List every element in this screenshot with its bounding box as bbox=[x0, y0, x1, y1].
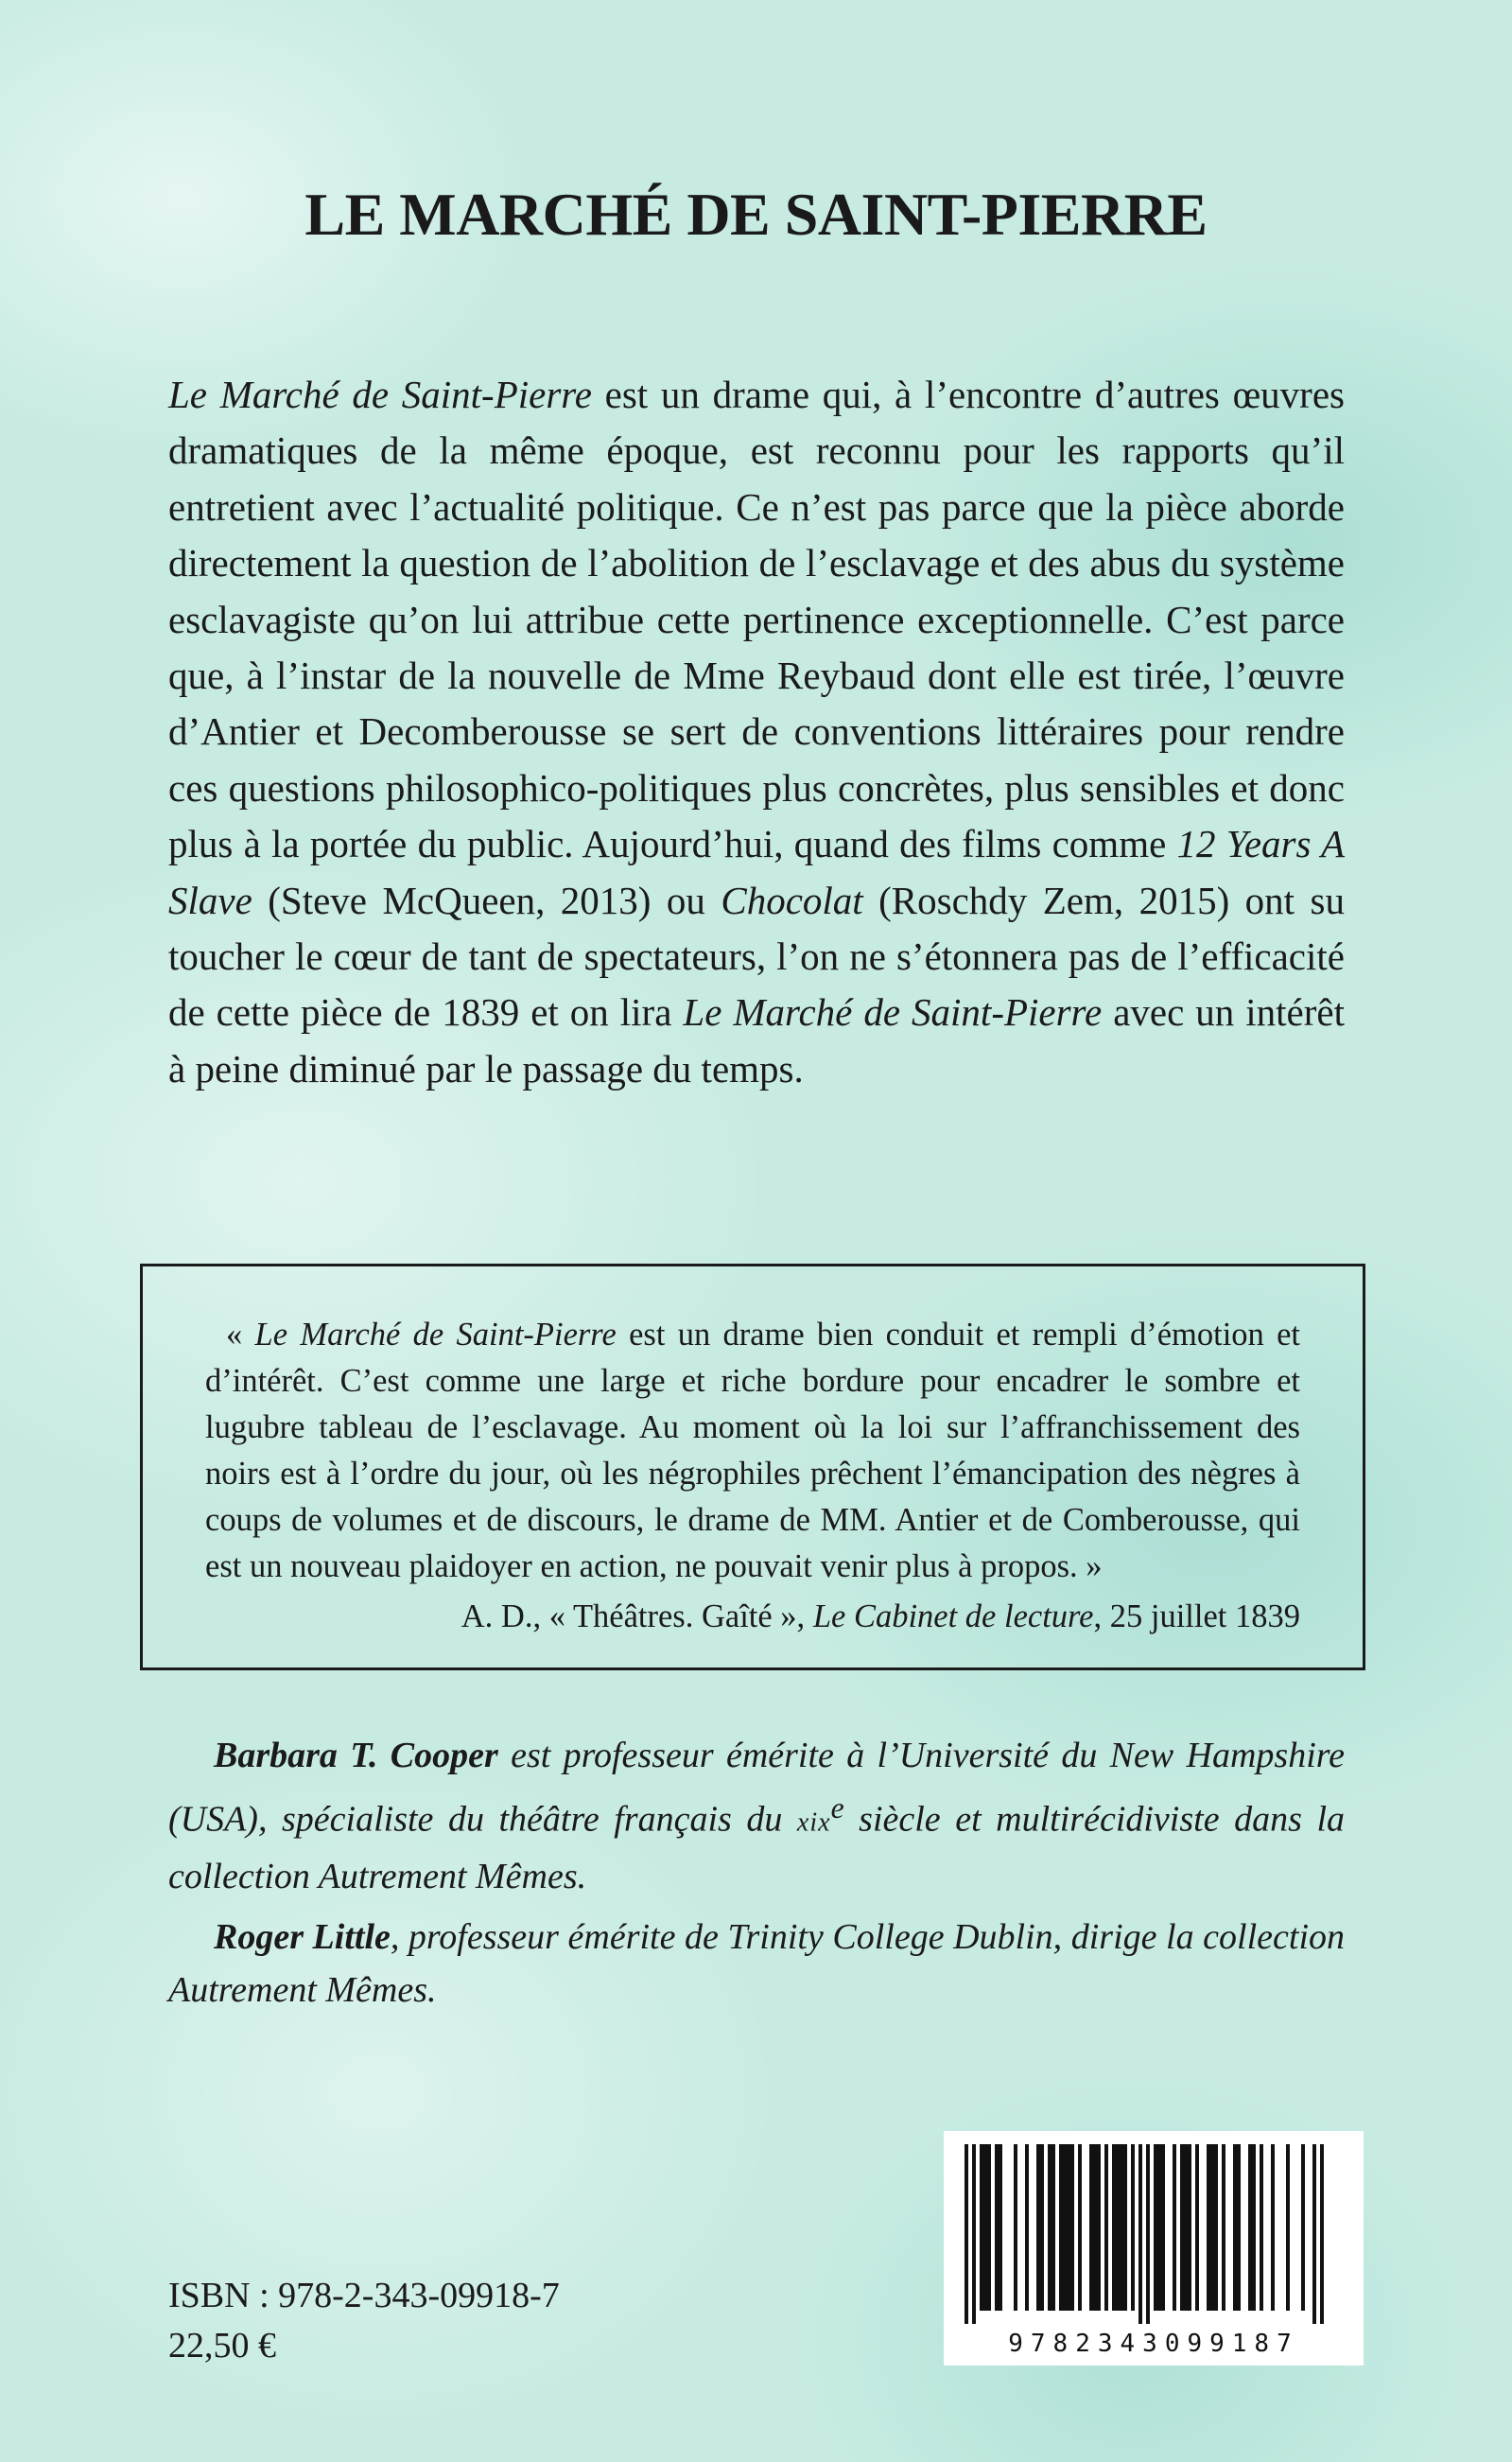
isbn: ISBN : 978-2-343-09918-7 bbox=[168, 2276, 560, 2315]
barcode-bar bbox=[995, 2144, 999, 2311]
barcode-bar bbox=[1093, 2144, 1097, 2311]
bio-cooper-text-b: siècle et multirécidiviste dans la collection Autrement Mêmes. bbox=[168, 1799, 1345, 1896]
quote-body: est un drame bien conduit et rempli d’émotion et d’intérêt. C’est comme une large et riche bordure pour encadrer le sombre et lugubre tableau de l’esclavage. Au moment où la loi sur l’affranchissement des noirs est à l’ordre du jour, où les négrophiles prêchent l’émancipation des nègres à coups de volumes et de discours, le drame de MM. Antier et de Comberousse, qui est un nouveau plaidoyer en action, ne pouvait venir plus à propos. » bbox=[205, 1317, 1300, 1584]
barcode-bar bbox=[1097, 2144, 1101, 2311]
barcode-bar bbox=[1286, 2144, 1290, 2311]
barcode-bar bbox=[1067, 2144, 1070, 2311]
barcode-bar bbox=[1188, 2144, 1191, 2311]
desc-text-a: est un drame qui, à l’encontre d’autres œuvres dramatiques de la même époque, est reconnu pour les rapports qu’il entretient avec l’actualité politique. Ce n’est pas parce que la pièce aborde directement la question de l’abolition de l’esclavage et des abus du système esclavagiste qu’on lui attribue cette pertinence exceptionnelle. C’est parce que, à l’instar de la nouvelle de Mme Reybaud dont elle est tirée, l’œuvre d’Antier et Decomberousse se sert de conventions littéraires pour rendre ces questions philosophico-politiques plus concrètes, plus sensibles et donc plus à la portée du public. Aujourd’hui, quand des films comme bbox=[168, 373, 1345, 866]
barcode-bar bbox=[1104, 2144, 1108, 2311]
author-bio-cooper bbox=[168, 1729, 1345, 1903]
barcode bbox=[944, 2131, 1364, 2366]
barcode-bar bbox=[1051, 2144, 1055, 2311]
desc-text-b: (Steve McQueen, 2013) ou bbox=[252, 878, 721, 922]
review-quote-box bbox=[140, 1264, 1365, 1670]
barcode-bar bbox=[983, 2144, 987, 2311]
barcode-bar bbox=[980, 2144, 983, 2311]
desc-title-italic-2: Le Marché de Saint-Pierre bbox=[683, 990, 1103, 1035]
barcode-bar bbox=[1138, 2144, 1142, 2324]
barcode-bar bbox=[1252, 2144, 1256, 2311]
barcode-bar bbox=[1180, 2144, 1184, 2311]
barcode-bar bbox=[1116, 2144, 1120, 2311]
source-publication: Le Cabinet de lecture bbox=[812, 1598, 1094, 1634]
barcode-bar bbox=[1146, 2144, 1150, 2324]
desc-text-c: (Roschdy Zem, 2015) ont su toucher le cœur de tant de spectateurs, l’on ne s’étonnera pas de l’efficacité de cette pièce de 1839 et on lira bbox=[168, 878, 1345, 1035]
barcode-bar bbox=[1161, 2144, 1165, 2311]
barcode-bar bbox=[987, 2144, 991, 2311]
barcode-bar bbox=[1089, 2144, 1093, 2311]
barcode-bar bbox=[1271, 2144, 1275, 2311]
barcode-bar bbox=[1025, 2144, 1029, 2311]
bio-cooper-name: Barbara T. Cooper bbox=[214, 1736, 498, 1775]
barcode-bar bbox=[1312, 2144, 1316, 2324]
bio-cooper-century: xix bbox=[796, 1807, 831, 1838]
barcode-number: 9782343099187 bbox=[1008, 2330, 1299, 2358]
bio-cooper-text-a: est professeur émérite à l’Université du New Hampshire (USA), spécialiste du théâtre français du bbox=[168, 1736, 1345, 1840]
barcode-bar bbox=[1014, 2144, 1017, 2311]
barcode-bar bbox=[1210, 2144, 1214, 2311]
review-source bbox=[205, 1594, 1300, 1640]
book-title: LE MARCHÉ DE SAINT-PIERRE bbox=[304, 181, 1208, 248]
barcode-bar bbox=[972, 2144, 976, 2324]
barcode-bar bbox=[1036, 2144, 1040, 2311]
isbn-price-block bbox=[168, 2271, 560, 2371]
review-quote bbox=[205, 1312, 1300, 1590]
barcode-bar bbox=[1237, 2144, 1241, 2311]
desc-film-1: 12 Years A Slave bbox=[168, 822, 1345, 922]
barcode-bar bbox=[1131, 2144, 1135, 2311]
barcode-bar bbox=[1248, 2144, 1252, 2311]
barcode-bar bbox=[1120, 2144, 1123, 2311]
barcode-bar bbox=[1233, 2144, 1237, 2311]
barcode-bar bbox=[1059, 2144, 1063, 2311]
barcode-bar bbox=[965, 2144, 968, 2324]
barcode-bar bbox=[1063, 2144, 1067, 2311]
barcode-bar bbox=[1260, 2144, 1263, 2311]
barcode-bar bbox=[1173, 2144, 1176, 2311]
description-paragraph bbox=[168, 367, 1345, 1097]
barcode-bar bbox=[1301, 2144, 1305, 2311]
desc-text-d: avec un intérêt à peine diminué par le passage du temps. bbox=[168, 990, 1345, 1091]
price: 22,50 € bbox=[168, 2326, 276, 2366]
quote-title-italic: Le Marché de Saint-Pierre bbox=[254, 1317, 617, 1353]
author-bio-little bbox=[168, 1911, 1345, 2017]
barcode-bar bbox=[1320, 2144, 1324, 2324]
bio-little-text: , professeur émérite de Trinity College Dublin, dirige la collection Autrement Mêmes. bbox=[168, 1917, 1345, 2010]
barcode-bar bbox=[1070, 2144, 1074, 2311]
barcode-bar bbox=[1123, 2144, 1127, 2311]
bio-cooper-sup: e bbox=[830, 1791, 844, 1825]
desc-film-2: Chocolat bbox=[721, 878, 863, 922]
desc-title-italic: Le Marché de Saint-Pierre bbox=[168, 373, 592, 416]
quote-open: « bbox=[226, 1317, 255, 1353]
bio-little-name: Roger Little bbox=[214, 1917, 391, 1957]
barcode-bar bbox=[1040, 2144, 1044, 2311]
source-date: , 25 juillet 1839 bbox=[1093, 1598, 1300, 1634]
barcode-bar bbox=[1195, 2144, 1199, 2311]
barcode-bar bbox=[1157, 2144, 1161, 2311]
barcode-bar bbox=[1112, 2144, 1116, 2311]
barcode-bar bbox=[1207, 2144, 1210, 2311]
source-author: A. D., « Théâtres. Gaîté », bbox=[461, 1598, 813, 1634]
barcode-bar bbox=[999, 2144, 1002, 2311]
barcode-bar bbox=[1154, 2144, 1157, 2311]
barcode-bar bbox=[1214, 2144, 1218, 2311]
barcode-bar bbox=[1184, 2144, 1188, 2311]
barcode-bar bbox=[1048, 2144, 1051, 2311]
barcode-bar bbox=[1222, 2144, 1225, 2311]
barcode-bar bbox=[1078, 2144, 1082, 2311]
